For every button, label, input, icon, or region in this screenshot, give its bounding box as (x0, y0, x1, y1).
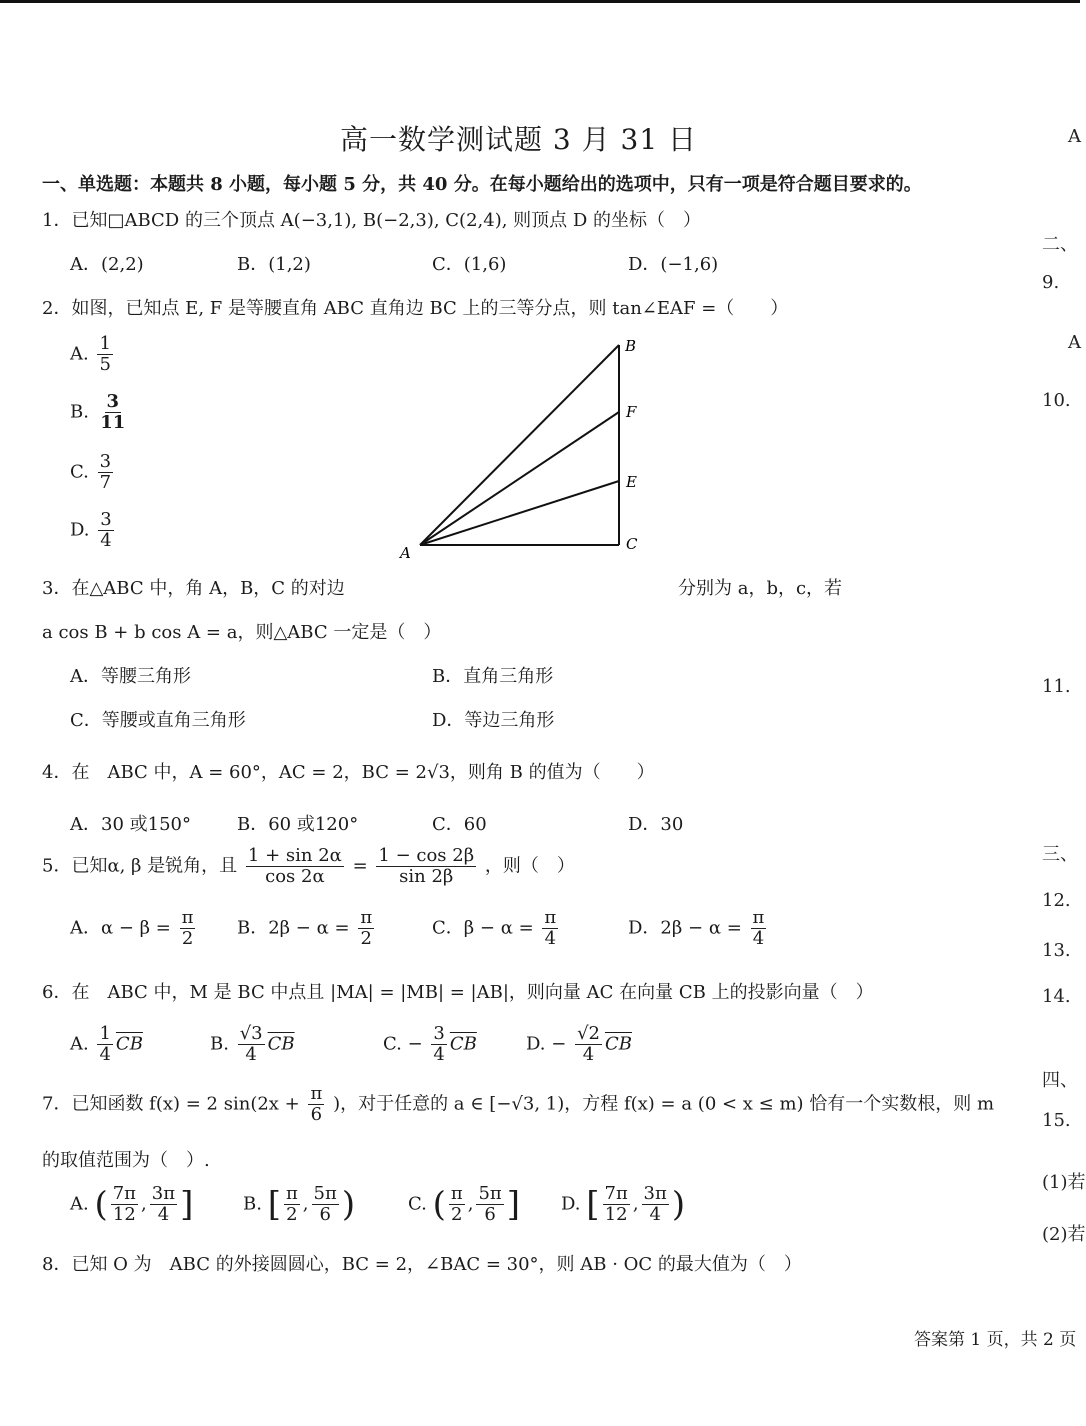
stem-text: 7．已知函数 f(x) = 2 sin(2x + (42, 1093, 300, 1115)
option-letter: C. (70, 461, 89, 483)
question-7-option-a: A. ( $\frac{7\pi}{12}$ , $\frac{3\pi}{4}$ ] (70, 1183, 194, 1225)
question-3-option-b: B．直角三角形 (432, 666, 554, 687)
option-letter: C. (408, 1193, 427, 1215)
fraction-numerator: 1 + sin 2α (247, 845, 342, 866)
option-text: A．α − β = (70, 917, 171, 939)
question-7-option-b: B. [ $\frac{\pi}{2}$ , $\frac{5\pi}{6}$ ) (243, 1183, 356, 1225)
option-letter: A. (70, 1033, 89, 1055)
option-letter: A. (70, 1193, 89, 1215)
question-1-stem: 1．已知□ABCD 的三个顶点 A(−3,1), B(−2,3), C(2,4), 则顶点 D 的坐标（ ） (42, 210, 702, 231)
fraction-numerator: 3 (100, 509, 112, 530)
question-7-option-d: D. [ $\frac{7\pi}{12}$ , $\frac{3\pi}{4}$ ) (561, 1183, 686, 1225)
question-2-option-c (70, 452, 116, 493)
side-fragment-14: (2)若 (1042, 1224, 1086, 1245)
fraction-numerator: 1 − cos 2β (378, 845, 475, 866)
segment-ab (420, 345, 619, 545)
fraction-numerator: π (752, 907, 765, 928)
fraction-denominator: 2 (286, 1203, 298, 1225)
fraction-numerator: 3π (151, 1183, 176, 1204)
section-header-single-choice: 一、单选题：本题共 8 小题，每小题 5 分，共 40 分。在每小题给出的选项中，只有一项是符合题目要求的。 (42, 174, 922, 195)
vertex-label-f: F (626, 403, 637, 421)
side-fragment-4: A (1068, 332, 1081, 353)
side-fragment-1: A (1068, 126, 1081, 147)
fraction-numerator: π (181, 907, 194, 928)
page-footer: 答案第 1 页，共 2 页 (914, 1330, 1077, 1350)
option-letter: D. (70, 519, 90, 541)
question-4-option-d: D．30 (628, 814, 684, 835)
question-5-option-a (70, 908, 198, 949)
fraction-denominator: cos 2α (265, 865, 325, 887)
option-letter: D. − (526, 1033, 567, 1055)
option-letter: C. − (383, 1033, 423, 1055)
fraction-denominator: sin 2β (399, 865, 454, 887)
side-fragment-10: 14. (1042, 986, 1071, 1007)
side-fragment-2: 二、 (1042, 234, 1078, 255)
question-1-option-a: A．(2,2) (70, 254, 144, 275)
fraction-numerator: 1 (99, 1023, 111, 1044)
vector-cb: $\overline{CB}$ (115, 1033, 143, 1055)
fraction-denominator: 12 (604, 1203, 628, 1225)
stem-text: ，则（ ） (484, 855, 575, 877)
equals-sign: = (352, 855, 368, 877)
fraction-numerator: π (450, 1183, 463, 1204)
segment-af (420, 412, 619, 545)
fraction-numerator: 7π (604, 1183, 628, 1204)
question-5-option-d (628, 908, 769, 949)
side-fragment-11: 四、 (1042, 1070, 1078, 1091)
question-3-option-a: A．等腰三角形 (70, 666, 191, 687)
fraction-numerator: π (285, 1183, 298, 1204)
side-fragment-5: 10. (1042, 390, 1071, 411)
fraction-denominator: 4 (544, 927, 557, 949)
question-6-option-b (210, 1024, 295, 1065)
fraction-denominator: 4 (157, 1203, 170, 1225)
question-6-option-d (526, 1024, 632, 1065)
fraction-denominator: 6 (310, 1103, 323, 1125)
question-3-option-c: C．等腰或直角三角形 (70, 710, 246, 731)
side-fragment-8: 12. (1042, 890, 1071, 911)
fraction-numerator: 5π (313, 1183, 337, 1204)
fraction-numerator: π (310, 1083, 323, 1104)
question-4-option-b: B．60 或120° (237, 814, 359, 835)
question-2-stem: 2．如图，已知点 E, F 是等腰直角 ABC 直角边 BC 上的三等分点，则 tan∠EAF =（ ） (42, 298, 789, 319)
fraction-denominator: 2 (181, 927, 194, 949)
option-text: B．2β − α = (237, 917, 350, 939)
question-3-option-d: D．等边三角形 (432, 710, 555, 731)
option-letter: B. (210, 1033, 229, 1055)
side-fragment-9: 13. (1042, 940, 1071, 961)
fraction-denominator: 4 (99, 1043, 111, 1065)
fraction-numerator: π (360, 907, 373, 928)
side-fragment-7: 三、 (1042, 844, 1078, 865)
fraction-denominator: 2 (451, 1203, 463, 1225)
fraction-denominator: 5 (99, 353, 111, 375)
page-title: 高一数学测试题 3 月 31 日 (340, 123, 698, 156)
fraction-denominator: 4 (433, 1043, 445, 1065)
question-4-stem: 4．在 ABC 中，A = 60°，AC = 2，BC = 2√3，则角 B 的值为（ ） (42, 762, 655, 783)
question-3-stem-part1: 3．在△ABC 中，角 A，B，C 的对边 (42, 578, 345, 599)
question-8-stem: 8．已知 O 为 ABC 的外接圆圆心，BC = 2，∠BAC = 30°，则 AB · OC 的最大值为（ ） (42, 1254, 802, 1275)
fraction-denominator: 6 (319, 1203, 331, 1225)
segment-ae (420, 481, 619, 545)
fraction-denominator: 4 (245, 1043, 257, 1065)
top-border (0, 0, 1080, 3)
stem-text: 5．已知α, β 是锐角，且 (42, 855, 238, 877)
question-2-option-a (70, 334, 116, 375)
option-letter: B. (70, 401, 89, 423)
fraction-numerator: π (544, 907, 557, 928)
question-1-option-c: C．(1,6) (432, 254, 507, 275)
question-7-stem (42, 1084, 994, 1125)
fraction-denominator: 12 (112, 1203, 136, 1225)
question-5-stem (42, 846, 575, 887)
stem-text: )，对于任意的 a ∈ [−√3, 1)，方程 f(x) = a (0 < x ≤ m) 恰有一个实数根，则 m (333, 1093, 995, 1115)
question-2-option-b (70, 392, 130, 433)
question-6-option-a (70, 1024, 143, 1065)
question-5-option-b (237, 908, 377, 949)
fraction-numerator: 7π (112, 1183, 137, 1204)
option-letter: D. (561, 1193, 581, 1215)
question-3-stem-part2: 分别为 a，b，c，若 (678, 578, 843, 599)
side-fragment-6: 11. (1042, 676, 1071, 697)
fraction-numerator: 3 (99, 451, 112, 472)
fraction-denominator: 6 (484, 1203, 496, 1225)
side-fragment-12: 15. (1042, 1110, 1071, 1131)
question-7-option-c: C. ( $\frac{\pi}{2}$ , $\frac{5\pi}{6}$ ] (408, 1183, 520, 1225)
vector-cb: $\overline{CB}$ (267, 1033, 295, 1055)
question-2-option-d (70, 510, 117, 551)
question-4-option-a: A．30 或150° (70, 814, 191, 835)
question-3-stem-part3: a cos B + b cos A = a，则△ABC 一定是（ ） (42, 622, 442, 643)
question-6-stem: 6．在 ABC 中，M 是 BC 中点且 |MA| = |MB| = |AB|，则向量 AC 在向量 CB 上的投影向量（ ） (42, 982, 874, 1003)
vertex-label-c: C (626, 535, 638, 553)
question-6-option-c (383, 1024, 477, 1065)
triangle-figure (390, 330, 660, 565)
fraction-numerator: 3π (643, 1183, 667, 1204)
vector-cb: $\overline{CB}$ (604, 1033, 632, 1055)
fraction-denominator: 4 (100, 529, 112, 551)
question-4-option-c: C．60 (432, 814, 487, 835)
option-letter: A. (70, 343, 89, 365)
side-fragment-13: (1)若 (1042, 1172, 1086, 1193)
question-1-option-d: D．(−1,6) (628, 254, 719, 275)
question-5-option-c (432, 908, 561, 949)
question-1-option-b: B．(1,2) (237, 254, 311, 275)
fraction-numerator: √2 (577, 1023, 600, 1044)
option-letter: B. (243, 1193, 262, 1215)
vertex-label-a: A (400, 544, 411, 562)
fraction-denominator: 11 (100, 411, 126, 433)
fraction-denominator: 2 (360, 927, 372, 949)
vertex-label-b: B (625, 337, 637, 355)
vertex-label-e: E (626, 473, 637, 491)
fraction-numerator: 3 (106, 391, 120, 412)
fraction-numerator: 3 (433, 1023, 445, 1044)
question-7-stem-line2: 的取值范围为（ ）. (42, 1150, 210, 1171)
fraction-numerator: 5π (478, 1183, 502, 1204)
fraction-denominator: 4 (752, 927, 765, 949)
vector-cb: $\overline{CB}$ (449, 1033, 477, 1055)
option-text: D．2β − α = (628, 917, 742, 939)
fraction-numerator: √3 (239, 1023, 263, 1044)
fraction-denominator: 7 (99, 471, 112, 493)
fraction-denominator: 4 (649, 1203, 661, 1225)
side-fragment-3: 9. (1042, 272, 1060, 293)
fraction-numerator: 1 (99, 333, 111, 354)
fraction-denominator: 4 (582, 1043, 595, 1065)
option-text: C．β − α = (432, 917, 534, 939)
